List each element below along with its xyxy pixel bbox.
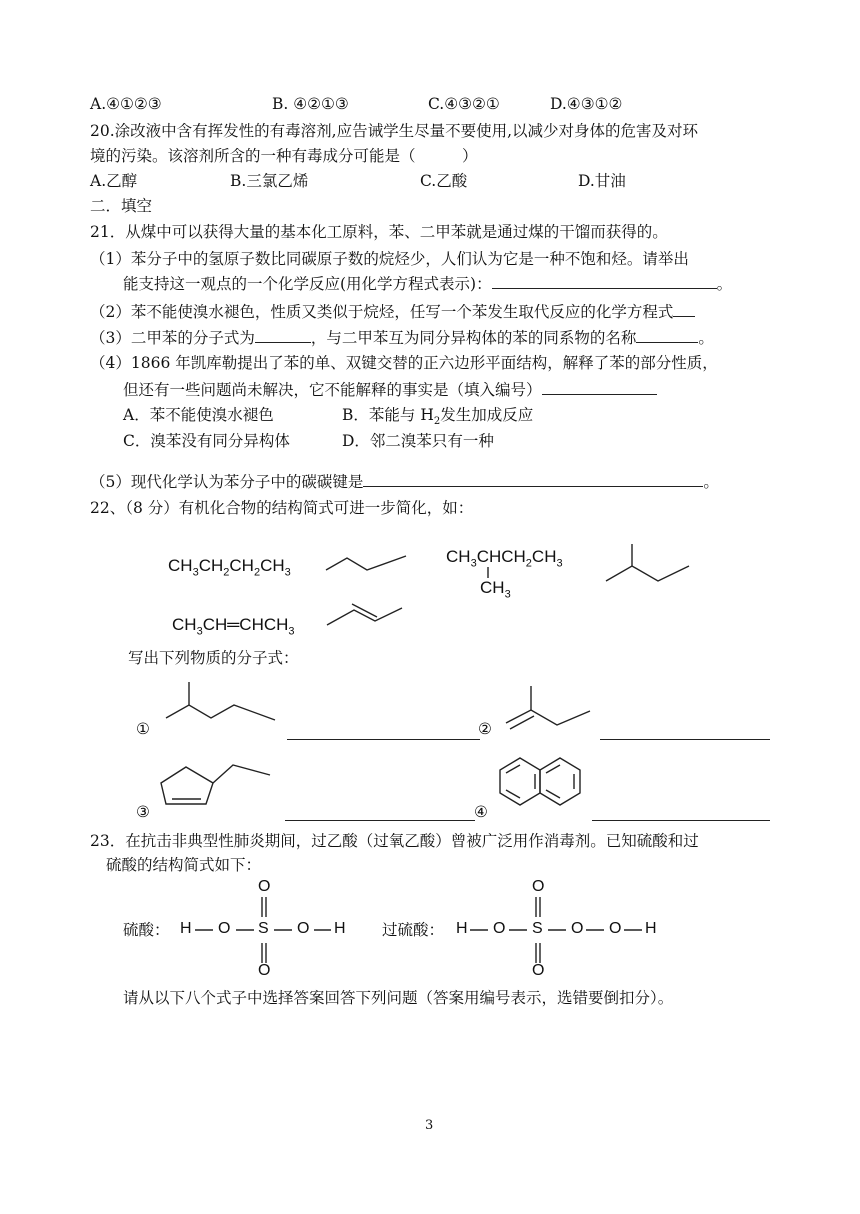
atom-h: H — [645, 920, 657, 937]
q19-option-a: A.④①②③ — [90, 95, 162, 113]
atom-o: O — [493, 920, 506, 937]
q20-option-c: C.乙酸 — [420, 172, 468, 190]
butene-condensed-formula: $CH_3CH═CHCH_3$ — [172, 615, 295, 638]
atom-o: O — [532, 962, 545, 979]
q21-part4-line2: 但还有一些问题尚未解决，它不能解释的事实是（填入编号） — [123, 379, 657, 400]
compound-4-naphthalene — [500, 758, 580, 805]
q21-option-d: D．邻二溴苯只有一种 — [342, 432, 494, 450]
q21-part1-line1: （1）苯分子中的氢原子数比同碳原子数的烷烃少，人们认为它是一种不饱和烃。请举出 — [90, 250, 689, 268]
item-label-1: ① — [136, 720, 150, 738]
atom-h: H — [456, 920, 468, 937]
atom-s: S — [532, 920, 543, 937]
page-number: 3 — [425, 1118, 434, 1133]
q19-option-c: C.④③②① — [428, 95, 500, 113]
butane-skeletal — [326, 556, 406, 570]
atom-h: H — [334, 920, 346, 937]
compound-2-double-bond — [510, 716, 534, 729]
q21-part3: （3）二甲苯的分子式为 ，与二甲苯互为同分异构体的苯的同系物的名称 。 — [90, 329, 714, 347]
q23-stem-line2: 硫酸的结构简式如下： — [106, 856, 262, 874]
atom-o: O — [258, 878, 271, 895]
q21-option-b: B．苯能与 $H_2$发生加成反应 — [342, 406, 534, 428]
q19-option-d: D.④③①② — [550, 95, 623, 113]
item-label-2: ② — [478, 720, 492, 738]
q19-option-b: B. ④②①③ — [272, 95, 349, 113]
q21-part1-line2: 能支持这一观点的一个化学反应(用化学方程式表示)： 。 — [123, 275, 733, 293]
item-label-4: ④ — [474, 803, 488, 821]
q20-option-d: D.甘油 — [578, 172, 626, 190]
q21-part2: （2）苯不能使溴水褪色，性质又类似于烷烃，任写一个苯发生取代反应的化学方程式 — [90, 301, 695, 322]
isopentane-condensed-formula: $CH_3CHCH_2CH_3$ — [446, 547, 563, 570]
q21-part4-line1: （4）1866 年凯库勒提出了苯的单、双键交替的正六边形平面结构，解释了苯的部分性质， — [90, 354, 718, 372]
atom-s: S — [258, 920, 269, 937]
methyl-branch: $CH_3$ — [480, 578, 511, 601]
section-heading: 二．填空 — [90, 197, 153, 215]
persulfuric-acid-label: 过硫酸： — [382, 921, 445, 939]
compound-1-skeletal — [166, 705, 275, 720]
q20-stem-line2: 境的污染。该溶剂所含的一种有毒成分可能是（ ） — [90, 147, 478, 165]
compound-2-skeletal — [506, 710, 590, 725]
atom-o: O — [609, 920, 622, 937]
q21-option-a: A．苯不能使溴水褪色 — [123, 406, 274, 424]
item-label-3: ③ — [136, 803, 150, 821]
q21-option-c: C．溴苯没有同分异构体 — [123, 432, 290, 450]
q22-instruction: 写出下列物质的分子式： — [128, 649, 299, 667]
atom-o: O — [258, 962, 271, 979]
q21-part5: （5）现代化学认为苯分子中的碳碳键是 。 — [90, 473, 719, 491]
butane-condensed-formula: $CH_3CH_2CH_2CH_3$ — [168, 556, 291, 579]
atom-o: O — [297, 920, 310, 937]
q20-stem-line1: 20.涂改液中含有挥发性的有毒溶剂,应告诫学生尽量不要使用,以减少对身体的危害及对环 — [90, 122, 699, 140]
q23-stem-line1: 23．在抗击非典型性肺炎期间，过乙酸（过氧乙酸）曾被广泛用作消毒剂。已知硫酸和过 — [90, 832, 699, 850]
atom-o: O — [571, 920, 584, 937]
q20-option-a: A.乙醇 — [90, 172, 138, 190]
compound-3-ethyl — [213, 765, 270, 783]
sulfuric-acid-label: 硫酸： — [123, 921, 170, 939]
atom-o: O — [218, 920, 231, 937]
atom-o: O — [532, 878, 545, 895]
q20-option-b: B.三氯乙烯 — [230, 172, 309, 190]
q22-stem: 22、（8 分）有机化合物的结构简式可进一步简化，如： — [90, 499, 474, 517]
atom-h: H — [180, 920, 192, 937]
q21-stem: 21．从煤中可以获得大量的基本化工原料，苯、二甲苯就是通过煤的干馏而获得的。 — [90, 223, 668, 241]
q23-question: 请从以下八个式子中选择答案回答下列问题（答案用编号表示，选错要倒扣分）。 — [123, 989, 674, 1007]
isopentane-skeletal — [606, 566, 689, 581]
